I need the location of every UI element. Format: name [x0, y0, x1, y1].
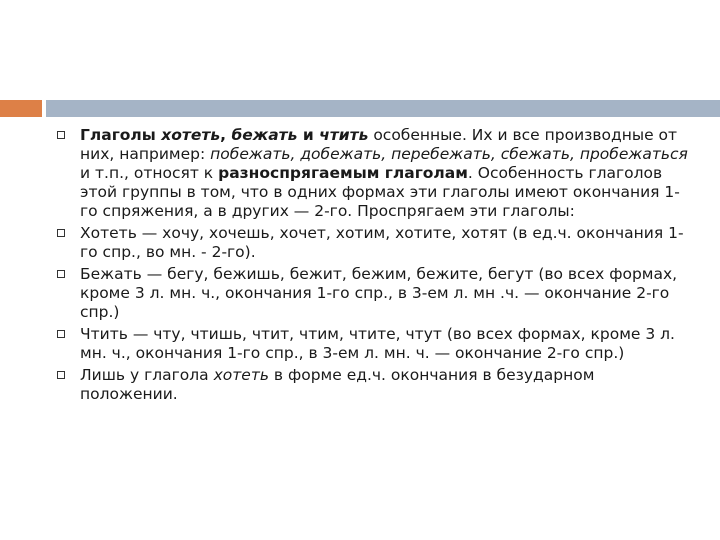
- list-item-khotet: [54, 224, 694, 262]
- text-run: Хотеть — хочу, хочешь, хочет, хотим, хотите, хотят (в ед.ч. окончания 1-го спр., во мн. - 2-го).: [80, 224, 684, 261]
- text-run: Бежать — бегу, бежишь, бежит, бежим, бежите, бегут (во всех формах, кроме 3 л. мн. ч., окончания 1-го спр., в 3-ем л. мн .ч. — окончание 2-го спр.): [80, 265, 678, 321]
- text-run: в форме ед.ч. окончания в безударном положении.: [80, 366, 595, 403]
- text-run: особенные. Их и все производные от них, например:: [80, 126, 678, 163]
- text-run: Глаголы: [80, 126, 162, 144]
- list-item-chtit: [54, 325, 694, 363]
- derived-verbs-examples: побежать, добежать, перебежать, сбежать, пробежаться: [210, 145, 688, 163]
- square-bullet-icon: [57, 131, 65, 139]
- text-run: Лишь у глагола: [80, 366, 214, 384]
- square-bullet-icon: [57, 330, 65, 338]
- accent-bar: [0, 100, 42, 117]
- bullet-list: [54, 126, 694, 407]
- verb-bezhat: бежать: [231, 126, 298, 144]
- term-raznospryagaemye: разноспрягаемым глаголам: [218, 164, 468, 182]
- text-run: Чтить — чту, чтишь, чтит, чтим, чтите, чтут (во всех формах, кроме 3 л. мн. ч., окончания 1-го спр., в 3-ем л. мн. ч. — окончание 2-го спр.): [80, 325, 675, 362]
- text-run: ,: [220, 126, 232, 144]
- square-bullet-icon: [57, 270, 65, 278]
- title-bar: [46, 100, 720, 117]
- verb-khotet: хотеть: [161, 126, 221, 144]
- text-run: и: [297, 126, 320, 144]
- text-run: и т.п., относят к: [80, 164, 219, 182]
- list-item-note: [54, 366, 694, 404]
- text-run: . Особенность глаголов этой группы в том, что в одних формах эти глаголы имеют окончания 1-го спряжения, а в других — 2-го. Проспрягаем эти глаголы:: [80, 164, 680, 220]
- square-bullet-icon: [57, 229, 65, 237]
- square-bullet-icon: [57, 371, 65, 379]
- list-item-irregular-verbs: [54, 126, 694, 221]
- verb-chtit: чтить: [319, 126, 369, 144]
- verb-khotet: хотеть: [213, 366, 269, 384]
- list-item-bezhat: [54, 265, 694, 322]
